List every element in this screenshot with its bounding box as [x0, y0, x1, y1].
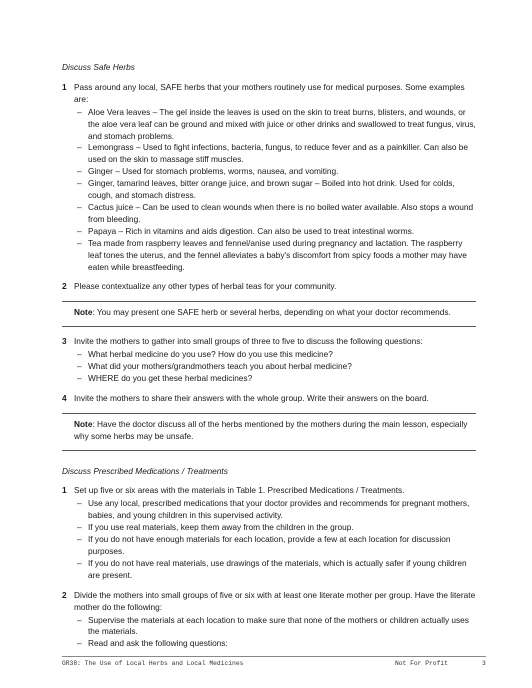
- note-label: Note: [74, 307, 93, 318]
- dash-icon: –: [77, 142, 82, 153]
- dash-icon: –: [77, 178, 82, 189]
- bullet-list: [74, 615, 476, 651]
- list-item: – Ginger – Used for stomach problems, worms, nausea, and vomiting.: [77, 166, 339, 177]
- list-item: – If you do not have enough materials for each location, provide a few at each location for discussion purposes.: [77, 534, 451, 556]
- list-item: – Lemongrass – Used to fight infections, bacteria, fungus, to reduce fever and as a painkiller. Can also be used on the skin to massage stiff muscles.: [77, 142, 469, 165]
- page-content: [62, 62, 476, 658]
- list-item: – If you use real materials, keep them away from the children in the group.: [77, 522, 354, 533]
- list-item: – Aloe Vera leaves – The gel inside the leaves is used on the skin to treat burns, blisters, and wounds, or the aloe vera leaf can be ground and mixed with juice or other drinks and swallowed to treat fungus, virus, and stomach problems.: [77, 106, 476, 141]
- note-text: : You may present one SAFE herb or several herbs, depending on what your doctor recommends.: [92, 307, 451, 318]
- footer-notice: Not For Profit: [395, 660, 448, 667]
- list-item: – Ginger, tamarind leaves, bitter orange juice, and brown sugar – Boiled into hot drink. Used for colds, cough, and stomach distress.: [77, 178, 455, 201]
- step-2: [62, 590, 476, 651]
- list-item: – Cactus juice – Can be used to clean wounds when there is no boiled water available. Also stops a wound from bleeding.: [77, 201, 474, 224]
- dash-icon: –: [77, 557, 82, 568]
- list-item: – Papaya – Rich in vitamins and aids digestion. Can also be used to treat intestinal worms.: [77, 225, 415, 236]
- dash-icon: –: [77, 106, 82, 117]
- list-item: – If you do not have real materials, use drawings of the materials, which is actually safer if young children are present.: [77, 557, 467, 580]
- bullet-list: [74, 107, 476, 274]
- list-item: – What did your mothers/grandmothers teach you about herbal medicine?: [77, 361, 352, 372]
- step-number: 2: [62, 281, 67, 292]
- dash-icon: –: [77, 638, 82, 649]
- note-label: Note: [74, 418, 93, 429]
- list-item: – WHERE do you get these herbal medicines?: [77, 372, 253, 383]
- step-text: Please contextualize any other types of herbal teas for your community.: [74, 281, 337, 292]
- step-number: 2: [62, 589, 67, 600]
- dash-icon: –: [77, 522, 82, 533]
- section-heading: Discuss Prescribed Medications / Treatments: [62, 465, 228, 476]
- dash-icon: –: [77, 498, 82, 509]
- dash-icon: –: [77, 614, 82, 625]
- section-heading: Discuss Safe Herbs: [62, 62, 135, 72]
- step-text: Divide the mothers into small groups of five or six with at least one literate mother per group. Have the literate mother do the following:: [74, 589, 476, 612]
- step-number: 4: [62, 392, 67, 403]
- list-item: – Supervise the materials at each location to make sure that none of the mothers or children actually uses the materials.: [77, 614, 469, 637]
- note-text: : Have the doctor discuss all of the herbs mentioned by the mothers during the main lesson, especially why some herbs may be unsafe.: [74, 418, 468, 441]
- step-text: Invite the mothers to gather into small groups of three to five to discuss the following questions:: [74, 336, 423, 347]
- list-item: – Use any local, prescribed medications that your doctor provides and recommends for pregnant mothers, babies, and young children in this supervised activity.: [77, 498, 470, 521]
- list-item: – Tea made from raspberry leaves and fennel/anise used during pregnancy and lactation. The raspberry leaf tones the uterus, and the fennel alleviates a baby's discomfort from spicy foods a mother may have eaten while breastfeeding.: [77, 237, 467, 272]
- dash-icon: –: [77, 349, 82, 360]
- bullet-list: [74, 498, 476, 581]
- step-2: [62, 281, 476, 293]
- step-number: 1: [62, 485, 67, 496]
- dash-icon: –: [77, 361, 82, 372]
- page-number: 3: [482, 660, 486, 667]
- dash-icon: –: [77, 225, 82, 236]
- dash-icon: –: [77, 201, 82, 212]
- step-text: Set up five or six areas with the materials in Table 1. Prescribed Medications / Treatments.: [74, 485, 405, 496]
- dash-icon: –: [77, 237, 82, 248]
- step-3: [62, 336, 476, 385]
- list-item: – What herbal medicine do you use? How do you use this medicine?: [77, 349, 333, 360]
- step-1: [62, 485, 476, 581]
- bullet-list: [74, 349, 476, 385]
- dash-icon: –: [77, 166, 82, 177]
- dash-icon: –: [77, 534, 82, 545]
- step-4: [62, 393, 476, 405]
- footer-title: GR38: The Use of Local Herbs and Local Medicines: [62, 660, 244, 667]
- step-1: [62, 82, 476, 274]
- step-text: Pass around any local, SAFE herbs that your mothers routinely use for medical purposes. Some examples are:: [74, 81, 465, 104]
- page-footer: [62, 656, 486, 667]
- step-text: Invite the mothers to share their answers with the whole group. Write their answers on the board.: [74, 392, 429, 403]
- step-number: 3: [62, 336, 67, 347]
- note-box: [62, 301, 476, 327]
- note-box: [62, 413, 476, 451]
- step-number: 1: [62, 81, 67, 92]
- dash-icon: –: [77, 372, 82, 383]
- list-item: – Read and ask the following questions:: [77, 638, 228, 649]
